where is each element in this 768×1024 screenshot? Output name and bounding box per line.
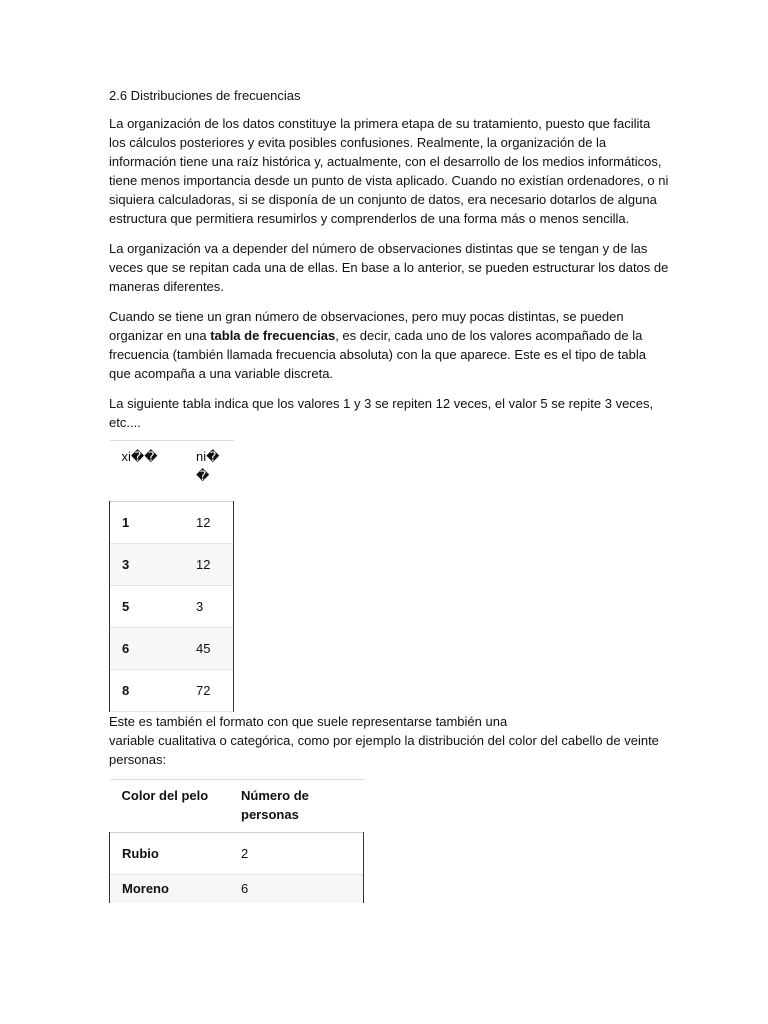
cell-frequency: 72 [184, 670, 234, 712]
header-color-del-pelo: Color del pelo [110, 780, 230, 833]
cell-frequency: 3 [184, 586, 234, 628]
frequency-table [109, 440, 234, 712]
cell-color: Moreno [110, 875, 230, 903]
paragraph-3-after: , es decir, cada uno de los valores acompañado de la frecuencia (también llamada frecuencia absoluta) con la que aparece. Este es el tipo de tabla que acompaña a una variable discreta. [109, 328, 646, 381]
cell-value: 8 [110, 670, 185, 712]
cell-count: 2 [229, 833, 364, 875]
document-body [109, 86, 669, 903]
table-row [110, 502, 234, 544]
table-header-row [110, 780, 364, 833]
paragraph-5-line-1: Este es también el formato con que suele representarse también una [109, 714, 508, 729]
paragraph-4: La siguiente tabla indica que los valores 1 y 3 se repiten 12 veces, el valor 5 se repite 3 veces, etc.... [109, 396, 654, 430]
cell-frequency: 12 [184, 502, 234, 544]
cell-count: 6 [229, 875, 364, 903]
cell-frequency: 45 [184, 628, 234, 670]
paragraph-3-before: Cuando se tiene un gran número de observaciones, pero muy pocas distintas, se pueden organizar en una [109, 309, 624, 343]
table-row [110, 875, 364, 903]
table-row [110, 628, 234, 670]
term-tabla-de-frecuencias: tabla de frecuencias [210, 328, 336, 343]
header-ni: ni�​� [184, 441, 234, 502]
cell-value: 6 [110, 628, 185, 670]
header-xi: xi�​� [110, 441, 185, 502]
paragraph-5-line-2: variable cualitativa o categórica, como por ejemplo la distribución del color del cabello de veinte personas: [109, 733, 659, 767]
cell-color: Rubio [110, 833, 230, 875]
table-row [110, 586, 234, 628]
paragraph-2: La organización va a depender del número de observaciones distintas que se tengan y de las veces que se repitan cada una de ellas. En base a lo anterior, se pueden estructurar los datos de maneras diferentes. [109, 241, 669, 294]
section-heading: 2.6 Distribuciones de frecuencias [109, 88, 301, 103]
cell-value: 3 [110, 544, 185, 586]
table-header-row [110, 441, 234, 502]
table-row [110, 833, 364, 875]
header-numero-de-personas: Número de personas [229, 780, 364, 833]
paragraph-5 [109, 712, 669, 769]
cell-value: 1 [110, 502, 185, 544]
table-row [110, 544, 234, 586]
table-row [110, 670, 234, 712]
paragraph-3 [109, 307, 669, 383]
cell-value: 5 [110, 586, 185, 628]
paragraph-1: La organización de los datos constituye la primera etapa de su tratamiento, puesto que facilita los cálculos posteriores y evita posibles confusiones. Realmente, la organización de la información tiene una raíz histórica y, actualmente, con el desarrollo de los medios informáticos, tiene menos importancia desde un punto de vista aplicado. Cuando no existían ordenadores, o ni siquiera calculadoras, si se disponía de un conjunto de datos, era necesario dotarlos de alguna estructura que permitiera resumirlos y comprenderlos de una forma más o menos sencilla. [109, 116, 669, 226]
hair-color-table [109, 779, 364, 903]
cell-frequency: 12 [184, 544, 234, 586]
